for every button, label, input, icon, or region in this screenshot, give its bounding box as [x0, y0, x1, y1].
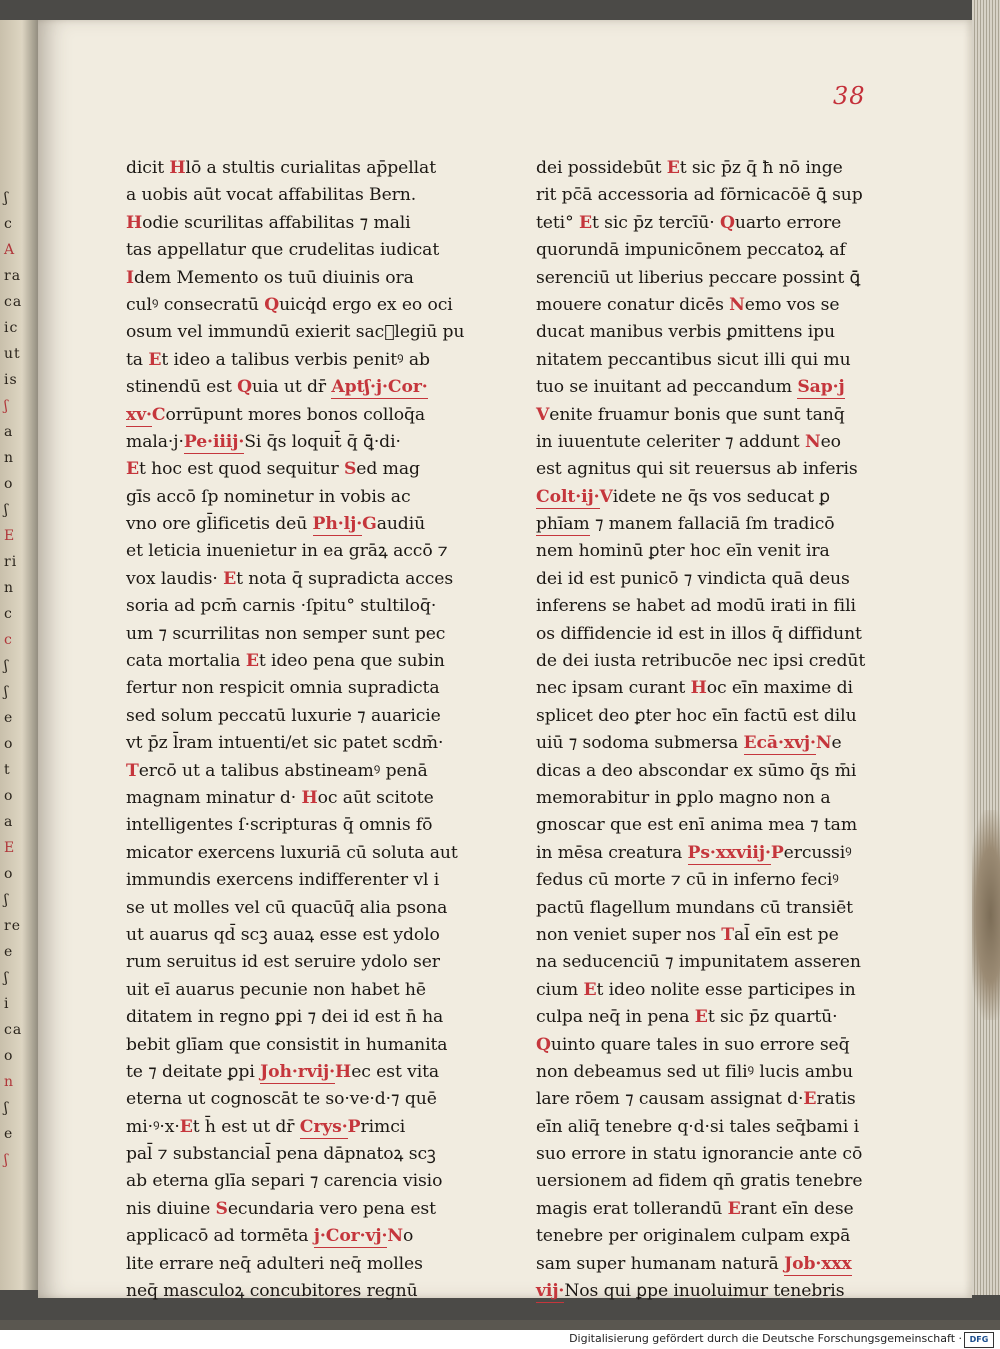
text-line	[126, 703, 466, 730]
text-line	[536, 1004, 876, 1031]
text-segment: culpa neq̄ in pena	[536, 1007, 695, 1028]
text-line	[536, 347, 876, 374]
edge-text-fragment: ca	[4, 1022, 23, 1038]
text-segment: fertur non respicit omnia supradicta	[126, 678, 440, 699]
text-line	[126, 895, 466, 922]
text-segment: rum seruitus id est seruire ydolo ser	[126, 952, 440, 973]
text-segment: um ⁊ scurrilitas non semper sunt pec	[126, 623, 446, 644]
text-segment: rimci	[360, 1116, 406, 1137]
text-line	[536, 785, 876, 812]
text-segment: audiū	[376, 514, 426, 535]
text-segment: e	[831, 733, 842, 754]
rubric-segment: Joh·rvij·	[260, 1061, 336, 1082]
text-segment: intelligentes ſ·scripturas q̄ omnis fō	[126, 815, 433, 836]
page-stack-edge	[972, 0, 1000, 1295]
rubric-segment: V	[599, 486, 613, 507]
text-segment: t sic p̄z quartū·	[707, 1007, 838, 1028]
text-segment: dem	[133, 267, 177, 288]
text-segment: in mēsa creatura	[536, 842, 688, 863]
text-line	[126, 1278, 466, 1305]
rubric-segment: Crys·	[299, 1116, 348, 1137]
text-line	[126, 1196, 466, 1223]
text-line	[126, 1168, 466, 1195]
edge-text-fragment: o	[4, 788, 14, 804]
rubric-segment: xv·	[126, 404, 152, 425]
text-line	[536, 703, 876, 730]
edge-text-fragment: ic	[4, 320, 19, 336]
edge-text-fragment: ʃ	[4, 892, 9, 908]
text-segment: in iuuentute celeriter ⁊ addunt	[536, 431, 805, 452]
edge-text-fragment: t	[4, 762, 11, 778]
text-segment: t h̄ est ut dr̄	[192, 1116, 300, 1137]
edge-text-fragment: A	[4, 242, 16, 258]
edge-text-fragment: E	[4, 528, 16, 544]
text-segment: uiū ⁊ sodoma submersa	[536, 733, 744, 754]
rubric-segment: P	[347, 1116, 361, 1137]
text-line	[536, 155, 876, 182]
edge-text-fragment: o	[4, 476, 14, 492]
text-segment: Nos qui ꝑpe inuoluimur tenebris	[564, 1281, 845, 1302]
text-segment: ec est vita	[351, 1061, 440, 1082]
text-line	[126, 319, 466, 346]
text-segment: applicacō ad tormēta	[126, 1226, 314, 1247]
rubric-segment: E	[148, 349, 162, 370]
text-line	[126, 949, 466, 976]
edge-text-fragment: e	[4, 1126, 14, 1142]
edge-text-fragment: ʃ	[4, 398, 9, 414]
text-segment: uia ut dr̄	[252, 377, 332, 398]
text-segment: magis erat tollerandū	[536, 1198, 728, 1219]
rubric-segment: H	[690, 678, 707, 699]
text-segment: os diffidencie id est in illos q̄ diffidunt	[536, 623, 862, 644]
text-segment: gnoscar que est enī anima mea ⁊ tam	[536, 815, 858, 836]
rubric-segment: E	[666, 158, 680, 178]
text-segment: mala·j·	[126, 431, 184, 452]
text-segment: tas appellatur que crudelitas iudicat	[126, 240, 440, 261]
text-line	[536, 675, 876, 702]
text-segment: ditatem in regno ꝑpi ⁊ dei id est n̄ ha	[126, 1007, 444, 1028]
text-line	[536, 1086, 876, 1113]
text-line	[536, 265, 876, 292]
text-segment: ut auarus qd̄ scꝫ auaꝝ esse est ydolo	[126, 924, 440, 945]
folio-number: 38	[833, 82, 866, 110]
text-segment: bebit glīam que consistit in humanita	[126, 1034, 448, 1055]
text-segment: eterna ut cognoscāt te so·ve·d·⁊ quē	[126, 1089, 437, 1110]
text-line	[536, 1278, 876, 1305]
text-segment: enite fruamur bonis que sunt tanq̄	[549, 404, 845, 425]
text-segment: dei id est punicō ⁊ vindicta quā deus	[536, 568, 850, 589]
text-segment: ta	[126, 349, 149, 370]
rubric-segment: V	[536, 404, 550, 425]
text-segment: ercussiꝰ	[783, 842, 852, 863]
rubric-segment: Job·xxx	[784, 1253, 852, 1274]
text-line	[536, 895, 876, 922]
text-line	[126, 1004, 466, 1031]
edge-text-fragment: ʃ	[4, 658, 9, 674]
text-segment: tenebre per originalem culpam expā	[536, 1226, 851, 1247]
rubric-segment: T	[721, 924, 734, 945]
text-segment: t sic p̄z q̄ ħ nō inge	[679, 158, 843, 178]
text-segment: ercō ut a talibus abstineamꝰ penā	[138, 760, 428, 781]
text-segment: vt p̄z l̄ram intuenti/et sic patet scdm̄·	[126, 733, 444, 754]
rubric-segment: I	[126, 267, 134, 288]
text-line	[126, 922, 466, 949]
rubric-segment: Colt·ij·	[536, 486, 600, 507]
rubric-segment: N	[387, 1226, 404, 1247]
digitization-footer	[0, 1330, 1000, 1349]
text-segment: de dei iusta retribucōe nec ipsi credūt	[536, 651, 866, 672]
edge-text-fragment: ʃ	[4, 970, 9, 986]
text-line	[126, 155, 466, 182]
text-line	[126, 1086, 466, 1113]
text-segment: dei possidebūt	[536, 158, 667, 178]
text-line	[126, 566, 466, 593]
edge-text-fragment: o	[4, 1048, 14, 1064]
text-segment: dicit	[126, 158, 170, 178]
edge-text-fragment: a	[4, 424, 14, 440]
text-segment: pactū flagellum mundans cū transiēt	[536, 897, 853, 918]
text-segment: t nota q̄ supradicta acces	[236, 568, 454, 589]
text-segment: odie scurilitas affabilitas ⁊ mali	[142, 212, 411, 233]
text-segment: M	[176, 267, 194, 288]
adjacent-page-edge	[0, 20, 40, 1290]
text-line	[126, 1223, 466, 1250]
rubric-segment: N	[804, 431, 821, 452]
text-line	[126, 621, 466, 648]
text-segment: dicas a deo abscondar ex sūmo q̄s m̄i	[536, 760, 857, 781]
text-line	[536, 456, 876, 483]
text-segment: eo	[820, 431, 841, 452]
text-segment: te ⁊ deitate ꝑpi	[126, 1061, 261, 1082]
text-line	[126, 675, 466, 702]
edge-text-fragment: E	[4, 840, 16, 856]
text-segment: sed solum peccatū luxurie ⁊ auaricie	[126, 705, 441, 726]
text-line	[536, 1141, 876, 1168]
edge-text-fragment: ri	[4, 554, 18, 570]
text-segment: quorundā impunicōnem peccatoꝝ af	[536, 240, 846, 261]
text-segment: cium	[536, 979, 584, 1000]
text-line	[536, 182, 876, 209]
rubric-segment: N	[815, 733, 832, 754]
rubric-segment: Q	[264, 294, 280, 315]
text-line	[126, 1059, 466, 1086]
edge-text-fragment: re	[4, 918, 21, 934]
text-line	[536, 292, 876, 319]
rubric-segment: E	[727, 1198, 741, 1219]
text-segment: inferens se habet ad modū irati in fili	[536, 596, 856, 617]
text-line	[126, 347, 466, 374]
text-line	[536, 922, 876, 949]
rubric-segment: T	[126, 760, 139, 781]
rubric-segment: Aptʃ·j·Cor·	[331, 377, 428, 398]
edge-text-fragment: ʃ	[4, 684, 9, 700]
rubric-segment: E	[694, 1007, 708, 1028]
text-segment: lare rōem ⁊ causam assignat d·	[536, 1089, 804, 1110]
text-segment: a uobis aūt vocat affabilitas	[126, 185, 370, 206]
text-segment: ecundaria vero pena est	[227, 1198, 436, 1219]
rubric-segment: E	[583, 979, 597, 1000]
text-segment: teti°	[536, 212, 579, 233]
rubric-segment: H	[169, 158, 186, 178]
rubric-segment: E	[126, 459, 140, 480]
text-line	[126, 1141, 466, 1168]
text-line	[126, 210, 466, 237]
edge-text-fragment: n	[4, 580, 15, 596]
manuscript-page	[38, 20, 972, 1302]
text-segment: vno ore gl̄ificetis deū	[126, 514, 313, 535]
text-segment: non veniet super nos	[536, 924, 722, 945]
text-line	[536, 566, 876, 593]
edge-text-fragment: ʃ	[4, 502, 9, 518]
edge-text-fragment: c	[4, 606, 13, 622]
text-segment: gīs accō ſp nominetur in vobis ac	[126, 486, 411, 507]
text-segment: sam super humanam naturā	[536, 1253, 785, 1274]
edge-text-fragment: c	[4, 216, 13, 232]
text-line	[126, 402, 466, 429]
rubric-segment: G	[362, 514, 377, 535]
text-segment: serenciū ut liberius peccare possint ꝗ̄	[536, 267, 861, 288]
text-segment: orrūpunt mores bonos colloq̄a	[165, 404, 426, 425]
edge-text-fragment: ʃ	[4, 1100, 9, 1116]
text-segment: stinendū est	[126, 377, 238, 398]
text-segment: osum vel immundū exierit sacᷝlegiū pu	[126, 322, 465, 343]
text-segment: eīn aliq̄ tenebre q·d·si tales seq̄bami i	[536, 1116, 859, 1137]
rubric-segment: P	[770, 842, 784, 863]
text-segment: o	[403, 1226, 414, 1247]
text-segment: memorabitur in ꝑplo magno non a	[536, 787, 831, 808]
text-line	[536, 1032, 876, 1059]
text-segment: emo vos se	[744, 294, 840, 315]
text-segment: t ideo nolite esse participes in	[596, 979, 856, 1000]
edge-text-fragment: ca	[4, 294, 23, 310]
text-line	[126, 730, 466, 757]
text-segment: oc eīn maxime di	[706, 678, 853, 699]
text-line	[126, 840, 466, 867]
text-segment: fedus cū morte ⁊ cū in inferno feciꝰ	[536, 870, 839, 891]
text-segment: tuo se inuitant ad peccandum	[536, 377, 798, 398]
text-segment: nec ipsam curant	[536, 678, 691, 699]
rubric-segment: Q	[237, 377, 253, 398]
text-segment: suo errore in statu ignorancie ante cō	[536, 1144, 863, 1165]
text-line	[126, 758, 466, 785]
text-line	[536, 210, 876, 237]
text-line	[536, 1114, 876, 1141]
text-line	[536, 867, 876, 894]
text-segment: ab eterna glīa separi ⁊ carencia visio	[126, 1171, 443, 1192]
text-line	[536, 1168, 876, 1195]
text-segment: ed mag	[356, 459, 420, 480]
text-segment: idete ne q̄s vos seducat ꝑ	[612, 486, 831, 507]
edge-text-fragment: e	[4, 710, 14, 726]
right-text-column	[536, 155, 876, 1305]
text-segment: cata mortalia	[126, 651, 246, 672]
text-line	[126, 429, 466, 456]
text-line	[126, 977, 466, 1004]
edge-stain	[968, 810, 1000, 1020]
text-line	[126, 1114, 466, 1141]
text-line	[536, 840, 876, 867]
edge-text-fragment: i	[4, 996, 10, 1012]
left-text-column	[126, 155, 466, 1305]
text-segment: ducat manibus verbis ꝑmittens ipu	[536, 322, 835, 343]
text-segment: t ideo a talibus verbis penitꝰ ab	[161, 349, 430, 370]
text-line	[126, 648, 466, 675]
text-segment: micator exercens luxuriā cū soluta aut	[126, 842, 458, 863]
text-segment: emento os tuū diuinis ora	[194, 267, 414, 288]
text-line	[536, 758, 876, 785]
text-line	[536, 730, 876, 757]
text-segment: uicq̇d ergo ex eo oci	[279, 294, 453, 315]
rubric-segment: E	[179, 1116, 193, 1137]
text-line	[536, 319, 876, 346]
edge-text-fragment: o	[4, 866, 14, 882]
edge-text-fragment: ʃ	[4, 1152, 9, 1168]
text-segment: mouere conatur dicēs	[536, 294, 730, 315]
text-segment: magnam minatur d·	[126, 787, 302, 808]
text-segment: pal̄ ⁊ substancial̄ pena dāpnatoꝝ scꝫ	[126, 1144, 436, 1165]
text-segment: na seducenciū ⁊ impunitatem asseren	[536, 952, 861, 973]
text-line	[536, 977, 876, 1004]
text-line	[126, 265, 466, 292]
text-line	[536, 429, 876, 456]
rubric-segment: Ps·xxviij·	[687, 842, 771, 863]
text-line	[536, 1196, 876, 1223]
edge-text-fragment: ut	[4, 346, 21, 362]
rubric-segment: Q	[719, 212, 735, 233]
text-line	[536, 484, 876, 511]
text-line	[126, 182, 466, 209]
rubric-segment: vij·	[536, 1281, 565, 1302]
edge-text-fragment: c	[4, 632, 13, 648]
text-segment: ratis	[816, 1089, 856, 1110]
text-segment: t hoc est quod sequitur	[139, 459, 344, 480]
text-line	[126, 374, 466, 401]
text-line	[536, 402, 876, 429]
rubric-segment: Q	[536, 1034, 551, 1055]
text-segment: t ideo pena que subin	[258, 651, 445, 672]
text-line	[126, 867, 466, 894]
text-line	[126, 484, 466, 511]
edge-text-fragment: ra	[4, 268, 22, 284]
rubric-segment: H	[301, 787, 318, 808]
rubric-segment: Ph·lj·	[312, 514, 363, 535]
text-line	[536, 812, 876, 839]
text-segment: al̄ eīn est pe	[734, 924, 839, 945]
text-segment: ⁊ manem fallaciā ſm tradicō	[589, 514, 835, 535]
text-line	[536, 1059, 876, 1086]
rubric-segment: E	[803, 1089, 817, 1110]
rubric-segment: Sap·j	[797, 377, 845, 398]
edge-text-fragment: a	[4, 814, 14, 830]
edge-text-fragment: n	[4, 1074, 15, 1090]
text-line	[126, 292, 466, 319]
text-segment: t sic p̄z tercīū·	[591, 212, 720, 233]
edge-text-fragment: ʃ	[4, 190, 9, 206]
text-segment: culꝰ consecratū	[126, 294, 265, 315]
text-segment: soria ad pcm̄ carnis ·ſpitu° stultiloq̄·	[126, 596, 437, 617]
rubric-segment: E	[223, 568, 237, 589]
rubric-segment: S	[343, 459, 357, 480]
text-segment: uarto errore	[734, 212, 842, 233]
text-line	[536, 237, 876, 264]
text-segment: uinto quare tales in suo errore seq̄	[550, 1034, 850, 1055]
text-segment: oc aūt scitote	[317, 787, 434, 808]
text-segment: nis diuine	[126, 1198, 216, 1219]
text-line	[126, 538, 466, 565]
text-segment: mi·ꝰ·x·	[126, 1116, 180, 1137]
text-segment: Bern.	[369, 185, 417, 206]
text-segment: phīam	[536, 514, 590, 535]
rubric-segment: Ecā·xvj·	[743, 733, 816, 754]
text-segment: Si q̄s loquit̄ q̄ ꝗ̄·di·	[244, 431, 401, 452]
rubric-segment: Pe·iiij·	[183, 431, 245, 452]
text-line	[126, 593, 466, 620]
text-line	[126, 812, 466, 839]
text-segment: nem hominū ꝑter hoc eīn venit ira	[536, 541, 830, 562]
text-line	[536, 621, 876, 648]
text-line	[126, 456, 466, 483]
text-line	[126, 785, 466, 812]
text-line	[126, 237, 466, 264]
text-segment: lō a stultis curialitas ap̄pellat	[185, 158, 437, 178]
edge-text-fragment: o	[4, 736, 14, 752]
rubric-segment: j·Cor·vj·	[313, 1226, 388, 1247]
text-segment: nitatem peccantibus sicut illi qui mu	[536, 349, 851, 370]
text-segment: splicet deo ꝑter hoc eīn factū est dilu	[536, 705, 857, 726]
text-line	[536, 648, 876, 675]
text-line	[536, 949, 876, 976]
text-segment: est agnitus qui sit reuersus ab inferis	[536, 459, 858, 480]
text-segment: lite errare neq̄ adulteri neq̄ molles	[126, 1253, 423, 1274]
rubric-segment: E	[245, 651, 259, 672]
text-segment: rit pc̄ā accessoria ad fōrnicacōē ꝗ̄ sup	[536, 185, 863, 206]
rubric-segment: C	[151, 404, 166, 425]
rubric-segment: E	[578, 212, 592, 233]
text-line	[126, 1032, 466, 1059]
text-line	[536, 538, 876, 565]
text-line	[126, 511, 466, 538]
text-segment: neq̄ masculoꝝ concubitores regnū	[126, 1281, 418, 1302]
footer-credit: Digitalisierung gefördert durch die Deutsche Forschungsgemeinschaft ·	[569, 1332, 962, 1345]
dfg-logo: DFG	[964, 1332, 994, 1348]
text-segment: immundis exercens indifferenter vl i	[126, 870, 440, 891]
rubric-segment: S	[215, 1198, 228, 1219]
text-line	[536, 1223, 876, 1250]
text-line	[536, 374, 876, 401]
text-line	[126, 1251, 466, 1278]
text-line	[536, 1251, 876, 1278]
edge-text-fragment: n	[4, 450, 15, 466]
rubric-segment: H	[126, 212, 143, 233]
text-segment: non debeamus sed ut filiꝰ lucis ambu	[536, 1061, 853, 1082]
text-segment: et leticia inuenietur in ea grāꝝ accō ⁊	[126, 541, 448, 562]
text-segment: rant eīn dese	[740, 1198, 854, 1219]
rubric-segment: H	[335, 1061, 352, 1082]
text-line	[536, 511, 876, 538]
text-line	[536, 593, 876, 620]
edge-text-fragment: is	[4, 372, 18, 388]
edge-text-fragment: e	[4, 944, 14, 960]
text-segment: se ut molles vel cū quacūq̄ alia psona	[126, 897, 448, 918]
text-segment: uit eī auarus pecunie non habet hē	[126, 979, 426, 1000]
text-segment: uersionem ad fidem qn̄ gratis tenebre	[536, 1171, 863, 1192]
text-segment: vox laudis·	[126, 568, 224, 589]
rubric-segment: N	[729, 294, 745, 315]
